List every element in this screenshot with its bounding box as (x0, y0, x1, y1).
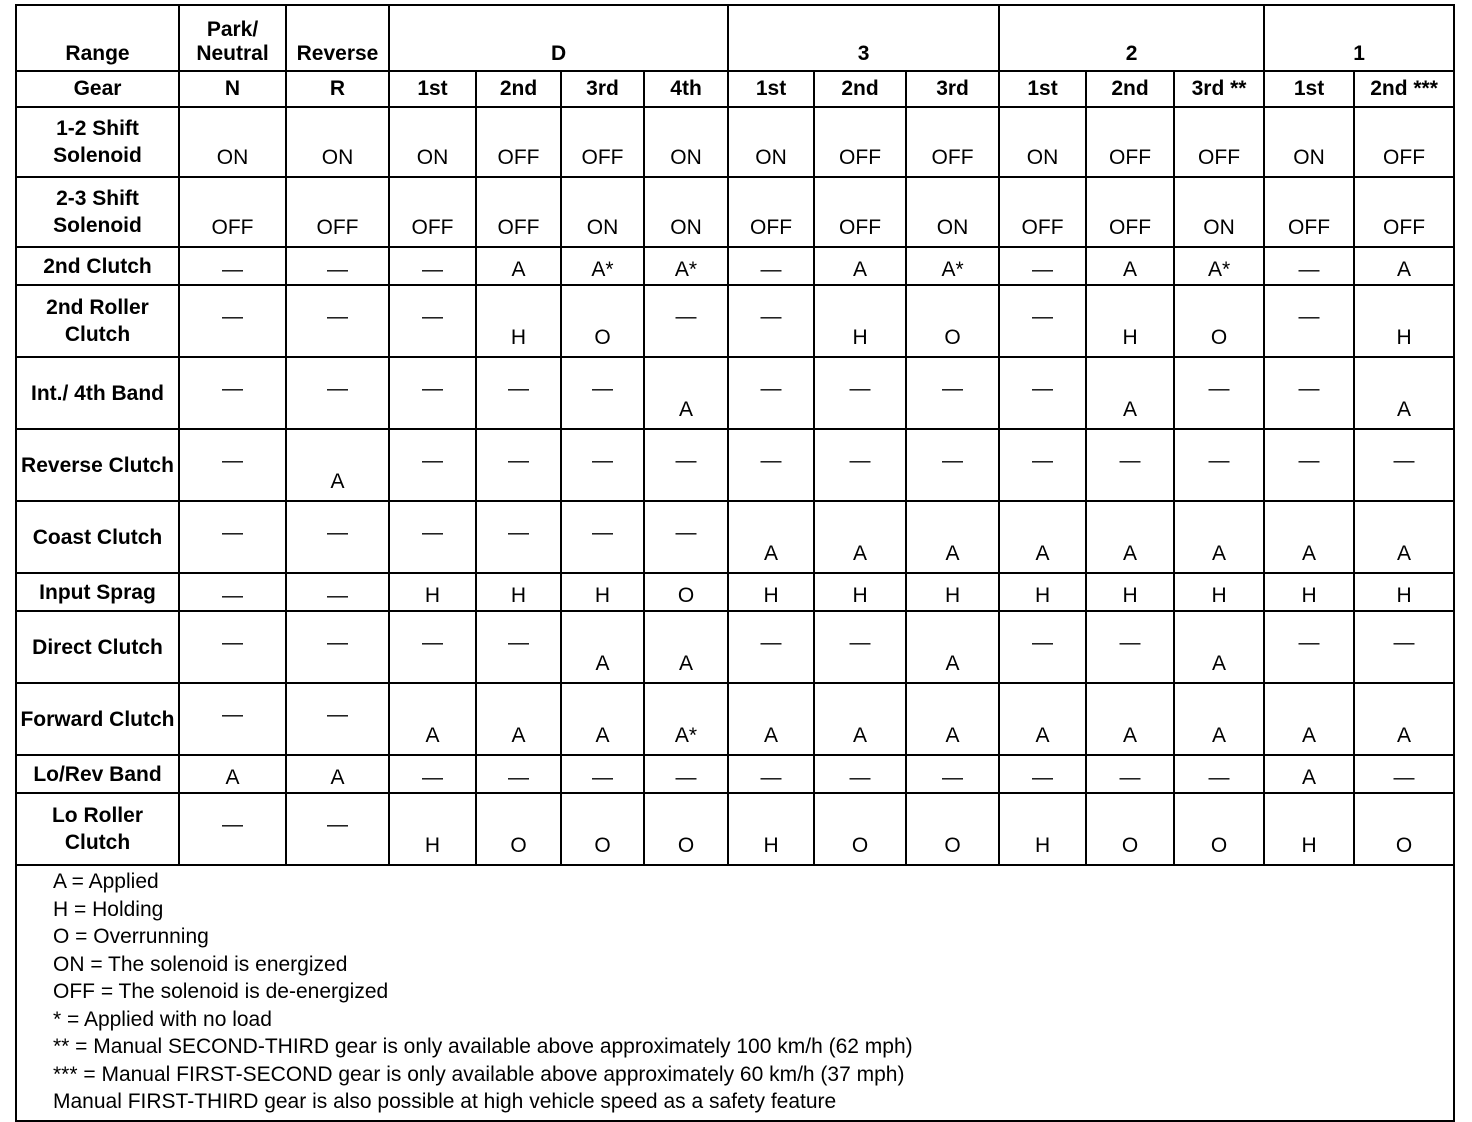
table-cell: H (1354, 285, 1454, 357)
table-cell: A (561, 683, 644, 755)
table-cell: A (999, 501, 1086, 573)
table-cell: — (389, 611, 476, 683)
table-cell: — (999, 429, 1086, 501)
table-cell: — (1174, 429, 1264, 501)
row-label: 2nd Roller Clutch (16, 285, 179, 357)
table-cell: H (906, 573, 999, 611)
table-cell: O (476, 793, 561, 865)
table-cell: ON (1174, 177, 1264, 247)
range-header: 2 (999, 5, 1264, 71)
table-row (16, 755, 1454, 793)
table-cell: — (999, 285, 1086, 357)
table-cell: — (728, 755, 814, 793)
table-cell: ON (728, 107, 814, 177)
table-cell: A (1174, 683, 1264, 755)
table-cell: O (561, 285, 644, 357)
range-header-row (16, 5, 1454, 71)
gear-header: R (286, 71, 389, 107)
table-cell: — (1354, 755, 1454, 793)
table-cell: — (476, 611, 561, 683)
shift-solenoid-clutch-application-table (15, 4, 1455, 1122)
gear-header: 2nd *** (1354, 71, 1454, 107)
gear-header: 3rd ** (1174, 71, 1264, 107)
table-cell: A (1086, 501, 1174, 573)
table-cell: — (999, 755, 1086, 793)
table-cell: A (728, 683, 814, 755)
legend (16, 865, 1454, 1121)
table-cell: ON (644, 177, 728, 247)
table-cell: — (1264, 357, 1354, 429)
table-cell: — (644, 755, 728, 793)
table-cell: A (644, 357, 728, 429)
table-cell: — (1086, 429, 1174, 501)
table-cell: — (728, 611, 814, 683)
table-cell: — (728, 247, 814, 285)
table-cell: — (561, 755, 644, 793)
table-cell: — (179, 683, 286, 755)
table-cell: ON (999, 107, 1086, 177)
table-cell: — (286, 683, 389, 755)
table-cell: — (179, 247, 286, 285)
gear-header: 3rd (906, 71, 999, 107)
table-cell: H (1086, 573, 1174, 611)
table-cell: A (1354, 501, 1454, 573)
table-cell: — (286, 573, 389, 611)
table-cell: A (1086, 683, 1174, 755)
range-header: Reverse (286, 5, 389, 71)
table-cell: OFF (179, 177, 286, 247)
table-cell: H (1174, 573, 1264, 611)
table-cell: H (476, 573, 561, 611)
gear-header: 1st (1264, 71, 1354, 107)
table-cell: — (1264, 611, 1354, 683)
gear-header: 4th (644, 71, 728, 107)
table-cell: OFF (999, 177, 1086, 247)
table-cell: OFF (1174, 107, 1264, 177)
table-cell: A (286, 429, 389, 501)
table-cell: — (286, 247, 389, 285)
table-cell: A (561, 611, 644, 683)
table-cell: — (644, 429, 728, 501)
table-cell: OFF (906, 107, 999, 177)
table-cell: A (814, 683, 906, 755)
table-cell: ON (1264, 107, 1354, 177)
table-cell: H (389, 793, 476, 865)
table-row (16, 247, 1454, 285)
table-cell: A (1174, 611, 1264, 683)
table-cell: — (1086, 755, 1174, 793)
table-cell: OFF (1264, 177, 1354, 247)
table-row (16, 357, 1454, 429)
table-cell: A (814, 247, 906, 285)
legend-item: OFF = The solenoid is de-energized (53, 980, 389, 1003)
table-cell: ON (906, 177, 999, 247)
legend-item: H = Holding (53, 897, 164, 921)
table-cell: — (1174, 357, 1264, 429)
table-cell: A* (644, 247, 728, 285)
row-label: Direct Clutch (16, 611, 179, 683)
table-cell: OFF (1086, 177, 1174, 247)
row-label: Forward Clutch (16, 683, 179, 755)
table-cell: ON (644, 107, 728, 177)
table-cell: A (476, 247, 561, 285)
table-cell: — (389, 429, 476, 501)
table-cell: — (906, 429, 999, 501)
table-cell: H (728, 573, 814, 611)
table-cell: — (814, 611, 906, 683)
gear-header: 1st (728, 71, 814, 107)
table-row (16, 107, 1454, 177)
table-cell: O (906, 793, 999, 865)
table-row (16, 177, 1454, 247)
table-cell: — (999, 357, 1086, 429)
table-cell: — (286, 501, 389, 573)
table-cell: OFF (389, 177, 476, 247)
table-cell: — (814, 357, 906, 429)
table-cell: OFF (814, 177, 906, 247)
row-label: Coast Clutch (16, 501, 179, 573)
table-cell: — (1264, 429, 1354, 501)
gear-header: 3rd (561, 71, 644, 107)
table-cell: OFF (728, 177, 814, 247)
table-cell: OFF (1086, 107, 1174, 177)
range-header: Park/ Neutral (179, 5, 286, 71)
table-cell: A (814, 501, 906, 573)
range-header: 3 (728, 5, 999, 71)
table-cell: — (728, 357, 814, 429)
table-cell: — (286, 285, 389, 357)
row-label: 2-3 Shift Solenoid (16, 177, 179, 247)
table-cell: — (561, 501, 644, 573)
table-cell: A (1264, 501, 1354, 573)
table-cell: — (1086, 611, 1174, 683)
table-cell: ON (561, 177, 644, 247)
table-row (16, 573, 1454, 611)
table-cell: OFF (561, 107, 644, 177)
table-cell: H (1354, 573, 1454, 611)
table-cell: — (1174, 755, 1264, 793)
table-cell: A (179, 755, 286, 793)
table-cell: — (179, 429, 286, 501)
table-cell: H (814, 573, 906, 611)
gear-header: N (179, 71, 286, 107)
row-label: 1-2 Shift Solenoid (16, 107, 179, 177)
row-label: Lo Roller Clutch (16, 793, 179, 865)
table-cell: A* (1174, 247, 1264, 285)
table-cell: OFF (476, 177, 561, 247)
range-header: D (389, 5, 728, 71)
table-cell: ON (286, 107, 389, 177)
table-cell: A* (906, 247, 999, 285)
table-cell: — (476, 501, 561, 573)
table-cell: — (179, 611, 286, 683)
table-cell: A (1264, 755, 1354, 793)
table-cell: — (999, 611, 1086, 683)
legend-item: ON = The solenoid is energized (53, 952, 348, 976)
table-cell: O (644, 793, 728, 865)
table-row (16, 611, 1454, 683)
table-cell: — (561, 357, 644, 429)
table-cell: — (728, 285, 814, 357)
table-cell: — (179, 573, 286, 611)
table-cell: — (179, 357, 286, 429)
table-cell: A (1264, 683, 1354, 755)
table-cell: O (1086, 793, 1174, 865)
table-cell: — (389, 755, 476, 793)
table-cell: A (286, 755, 389, 793)
table-cell: ON (179, 107, 286, 177)
table-cell: — (389, 357, 476, 429)
table-cell: — (906, 357, 999, 429)
table-cell: — (179, 501, 286, 573)
table-cell: — (1354, 429, 1454, 501)
legend-row (16, 865, 1454, 1121)
range-header: 1 (1264, 5, 1454, 71)
table-cell: A* (644, 683, 728, 755)
table-cell: — (906, 755, 999, 793)
table-cell: — (179, 285, 286, 357)
table-cell: OFF (814, 107, 906, 177)
table-cell: O (1174, 285, 1264, 357)
row-label: Lo/Rev Band (16, 755, 179, 793)
table-cell: OFF (476, 107, 561, 177)
table-cell: — (476, 357, 561, 429)
table-row (16, 683, 1454, 755)
table-cell: — (476, 755, 561, 793)
legend-item: O = Overrunning (53, 925, 209, 948)
table-cell: O (644, 573, 728, 611)
table-cell: A* (561, 247, 644, 285)
gear-header: 2nd (1086, 71, 1174, 107)
gear-header: 2nd (476, 71, 561, 107)
table-cell: O (561, 793, 644, 865)
table-row (16, 429, 1454, 501)
table-cell: OFF (1354, 107, 1454, 177)
table-cell: A (1086, 247, 1174, 285)
table-cell: — (286, 357, 389, 429)
table-cell: — (389, 285, 476, 357)
row-label: Input Sprag (16, 573, 179, 611)
table-cell: A (906, 501, 999, 573)
table-cell: A (906, 683, 999, 755)
table-cell: H (1264, 793, 1354, 865)
table-cell: A (476, 683, 561, 755)
table-cell: H (476, 285, 561, 357)
table-cell: A (644, 611, 728, 683)
table-cell: — (286, 611, 389, 683)
table-cell: A (389, 683, 476, 755)
table-cell: — (286, 793, 389, 865)
table-cell: — (389, 501, 476, 573)
table-cell: — (1264, 247, 1354, 285)
table-cell: O (906, 285, 999, 357)
table-cell: — (561, 429, 644, 501)
table-cell: A (1086, 357, 1174, 429)
table-cell: — (644, 285, 728, 357)
table-cell: A (999, 683, 1086, 755)
legend-item: Manual FIRST-THIRD gear is also possible at high vehicle speed as a safety feature (53, 1090, 837, 1113)
table-cell: A (906, 611, 999, 683)
table-cell: — (814, 755, 906, 793)
table-cell: OFF (1354, 177, 1454, 247)
gear-header-row (16, 71, 1454, 107)
table-cell: — (389, 247, 476, 285)
table-cell: H (728, 793, 814, 865)
table-cell: H (1264, 573, 1354, 611)
table-cell: H (1086, 285, 1174, 357)
table-cell: H (389, 573, 476, 611)
row-label: Reverse Clutch (16, 429, 179, 501)
gear-label: Gear (16, 71, 179, 107)
legend-item: * = Applied with no load (53, 1007, 272, 1031)
table-cell: ON (389, 107, 476, 177)
legend-item: ** = Manual SECOND-THIRD gear is only available above approximately 100 km/h (62 mph) (53, 1035, 913, 1058)
table-cell: O (1354, 793, 1454, 865)
legend-item: *** = Manual FIRST-SECOND gear is only available above approximately 60 km/h (37 mph) (53, 1062, 905, 1086)
legend-item: A = Applied (53, 870, 159, 893)
table-cell: — (814, 429, 906, 501)
row-label: Int./ 4th Band (16, 357, 179, 429)
table-cell: A (1354, 683, 1454, 755)
table-cell: — (644, 501, 728, 573)
gear-header: 2nd (814, 71, 906, 107)
table-cell: H (999, 793, 1086, 865)
gear-header: 1st (999, 71, 1086, 107)
table-cell: H (814, 285, 906, 357)
table-cell: — (1354, 611, 1454, 683)
table-cell: A (1354, 247, 1454, 285)
table-cell: H (561, 573, 644, 611)
table-cell: A (728, 501, 814, 573)
table-row (16, 501, 1454, 573)
table-cell: OFF (286, 177, 389, 247)
row-label: 2nd Clutch (16, 247, 179, 285)
table-cell: O (814, 793, 906, 865)
table-cell: — (476, 429, 561, 501)
table-cell: — (179, 793, 286, 865)
table-row (16, 285, 1454, 357)
table-row (16, 793, 1454, 865)
table-cell: H (999, 573, 1086, 611)
table-cell: A (1174, 501, 1264, 573)
gear-header: 1st (389, 71, 476, 107)
table-cell: O (1174, 793, 1264, 865)
table-cell: — (728, 429, 814, 501)
table-cell: — (1264, 285, 1354, 357)
range-label: Range (16, 5, 179, 71)
table-cell: A (1354, 357, 1454, 429)
table-cell: — (999, 247, 1086, 285)
